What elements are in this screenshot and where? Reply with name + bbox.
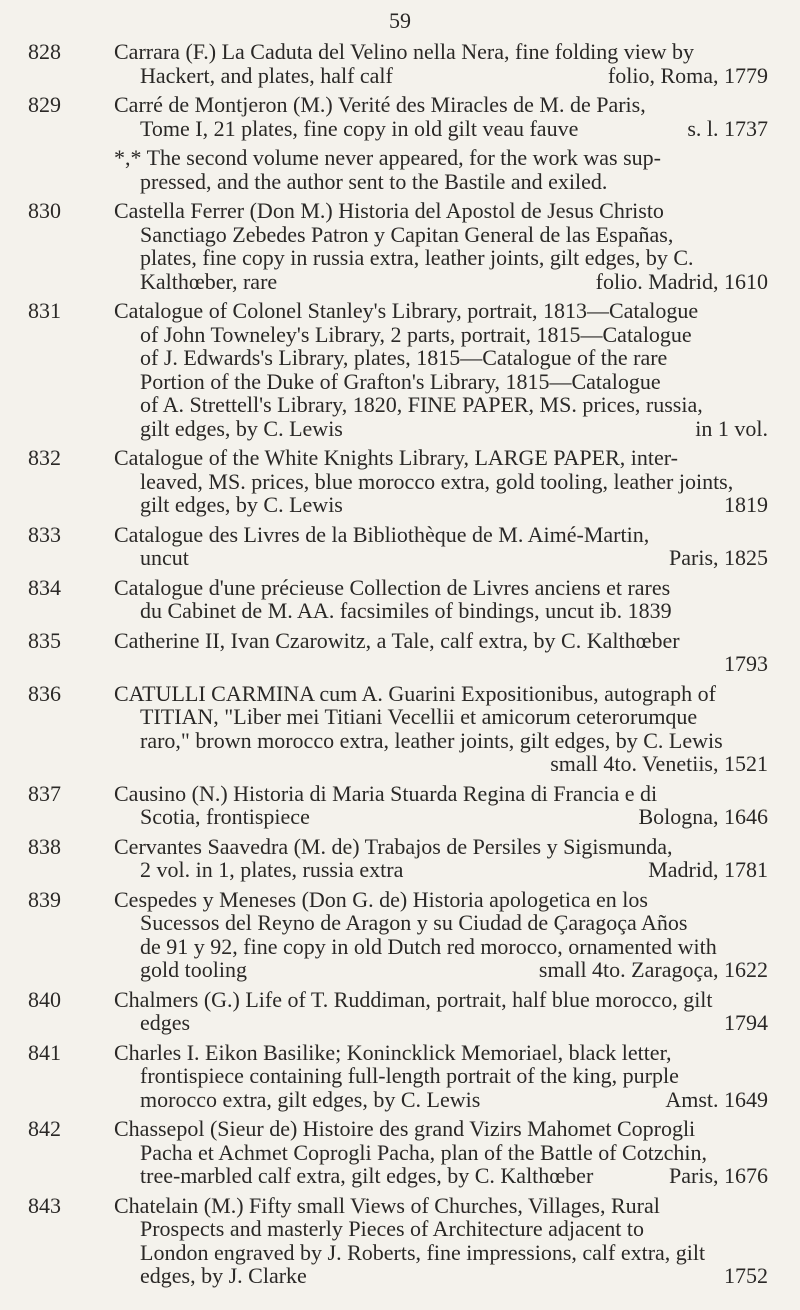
entry-line: Castella Ferrer (Don M.) Historia del Apostol de Jesus Christo [114,198,664,223]
entry-imprint: 1794 [724,1010,768,1035]
lot-number: 828 [28,39,61,64]
entry-line [114,117,768,141]
entry-line: Carrara (F.) La Caduta del Velino nella Nera, fine folding view by [114,39,695,64]
entry-line: Causino (N.) Historia di Maria Stuarda Regina di Francia e di [114,780,658,806]
entry-line [114,493,768,517]
entry-line-text: tree-marbled calf extra, gilt edges, by C. Kalthœber [140,1163,594,1188]
entry-line: Cervantes Saavedra (M. de) Trabajos de Persiles y Sigismunda, [114,833,673,859]
entry-line: of John Towneley's Library, 2 parts, portrait, 1815—Catalogue [140,321,692,347]
entry-line [114,752,768,776]
catalogue-entry [28,446,768,517]
entry-line: of J. Edwards's Library, plates, 1815—Catalogue of the rare [140,345,668,370]
entry-line [114,652,768,676]
entry-line [114,805,768,829]
catalogue-entry [28,576,768,623]
entry-imprint: Amst. 1649 [665,1086,768,1112]
lot-number: 830 [28,198,61,223]
entry-imprint: in 1 vol. [695,415,768,441]
lot-number: 836 [28,680,61,706]
lot-number: 838 [28,833,61,859]
catalogue-entry [28,988,768,1035]
entry-line [114,1011,768,1035]
entry-line: Portion of the Duke of Grafton's Library, 1815—Catalogue [140,368,661,394]
entry-line: Sucessos del Reyno de Aragon y su Ciudad de Çaragoça Años [140,910,688,935]
catalogue-entry [28,199,768,293]
lot-number: 835 [28,627,61,653]
entry-line [114,1088,768,1112]
entry-line-text: Hackert, and plates, half calf [140,62,393,88]
entry-line: du Cabinet de M. AA. facsimiles of bindings, uncut ib. 1839 [140,598,672,623]
entry-line: Carré de Montjeron (M.) Verité des Miracles de M. de Paris, [114,92,646,117]
entry-line: Chassepol (Sieur de) Histoire des grand Vizirs Mahomet Coprogli [114,1116,696,1141]
page-number: 59 [389,8,411,33]
entry-line: Catalogue of the White Knights Library, LARGE PAPER, inter- [114,445,678,470]
entry-imprint: small 4to. Zaragoça, 1622 [538,957,768,982]
entry-line: frontispiece containing full-length portrait of the king, purple [140,1063,679,1088]
entry-imprint: small 4to. Venetiis, 1521 [550,751,768,776]
catalogue-entry [28,299,768,440]
entry-line-text: gilt edges, by C. Lewis [140,492,343,517]
entry-line: Catalogue des Livres de la Bibliothèque de M. Aimé-Martin, [114,521,650,547]
lot-number: 843 [28,1192,61,1218]
entry-line: pressed, and the author sent to the Bastile and exiled. [140,168,608,194]
catalogue-entry [28,40,768,87]
catalogue-entry [28,93,768,140]
entry-imprint: Paris, 1676 [669,1163,768,1188]
entry-line [114,546,768,570]
lot-number: 840 [28,986,61,1012]
entry-line: Chalmers (G.) Life of T. Ruddiman, portrait, half blue morocco, gilt [114,986,713,1012]
entry-imprint: Paris, 1825 [669,545,768,570]
entry-line-text: uncut [140,545,189,570]
lot-number: 831 [28,298,61,323]
catalogue-entry [28,1117,768,1188]
entry-line [114,64,768,88]
entry-line: CATULLI CARMINA cum A. Guarini Expositionibus, autograph of [114,680,716,706]
entry-line-text: Kalthœber, rare [140,268,278,294]
catalogue-entry [28,682,768,776]
entry-line-text: morocco extra, gilt edges, by C. Lewis [140,1086,481,1112]
catalogue-note [28,146,768,193]
catalogue-entry [28,1041,768,1112]
lot-number: 839 [28,886,61,912]
entry-line: leaved, MS. prices, blue morocco extra, gold tooling, leather joints, [140,468,734,494]
lot-number: 833 [28,521,61,547]
lot-number: 842 [28,1116,61,1141]
entry-line: Catalogue d'une précieuse Collection de Livres anciens et rares [114,574,671,600]
entry-line-text: Scotia, frontispiece [140,804,310,829]
entry-line: of A. Strettell's Library, 1820, FINE PAPER, MS. prices, russia, [140,392,703,417]
entry-line: Cespedes y Meneses (Don G. de) Historia apologetica en los [114,886,648,912]
catalogue-entry [28,523,768,570]
entry-line: Chatelain (M.) Fifty small Views of Churches, Villages, Rural [114,1192,660,1218]
entry-line: Sanctiago Zebedes Patron y Capitan General de las Españas, [140,221,674,247]
entry-line-text: 2 vol. in 1, plates, russia extra [140,857,404,882]
entry-line-text: gilt edges, by C. Lewis [140,415,343,441]
entry-imprint: 1793 [724,651,768,676]
lot-number: 829 [28,92,61,117]
catalogue-entry [28,629,768,676]
entry-line: Charles I. Eikon Basilike; Konincklick Memoriael, black letter, [114,1039,672,1065]
entry-imprint: folio. Madrid, 1610 [595,268,768,294]
entry-line [114,958,768,982]
catalogue-entry [28,888,768,982]
entry-line [114,270,768,294]
entry-line-text: edges [140,1010,191,1035]
entry-line: plates, fine copy in russia extra, leather joints, gilt edges, by C. [140,245,694,270]
entry-line: Catherine II, Ivan Czarowitz, a Tale, calf extra, by C. Kalthœber [114,627,680,653]
entry-line [114,858,768,882]
entry-line: *,* The second volume never appeared, for the work was sup- [114,145,661,170]
lot-number: 837 [28,780,61,806]
catalogue-entry [28,1194,768,1288]
lot-number: 841 [28,1039,61,1065]
catalogue-entry [28,835,768,882]
entry-imprint: s. l. 1737 [687,115,768,141]
entry-imprint: Madrid, 1781 [648,857,768,882]
entry-line-text: gold tooling [140,957,247,982]
catalogue-entries [28,40,768,1294]
entry-imprint: 1819 [724,492,768,517]
entry-imprint: Bologna, 1646 [638,804,768,829]
entry-imprint: folio, Roma, 1779 [607,62,768,88]
entry-line: Pacha et Achmet Coprogli Pacha, plan of the Battle of Cotzchin, [140,1139,707,1165]
entry-line: London engraved by J. Roberts, fine impressions, calf extra, gilt [140,1239,706,1265]
entry-line-text: edges, by J. Clarke [140,1263,307,1288]
entry-imprint: 1752 [724,1263,768,1288]
entry-line: TITIAN, "Liber mei Titiani Vecellii et amicorum ceterorumque [140,704,698,729]
entry-line [114,1264,768,1288]
entry-line: Catalogue of Colonel Stanley's Library, portrait, 1813—Catalogue [114,298,699,323]
catalogue-entry [28,782,768,829]
lot-number: 834 [28,574,61,600]
entry-line-text: Tome I, 21 plates, fine copy in old gilt veau fauve [140,115,579,141]
entry-line: raro," brown morocco extra, leather joints, gilt edges, by C. Lewis [140,727,723,753]
entry-line [114,1164,768,1188]
entry-line: de 91 y 92, fine copy in old Dutch red morocco, ornamented with [140,933,717,959]
entry-line: Prospects and masterly Pieces of Architecture adjacent to [140,1216,644,1241]
entry-line [114,417,768,441]
lot-number: 832 [28,445,61,470]
